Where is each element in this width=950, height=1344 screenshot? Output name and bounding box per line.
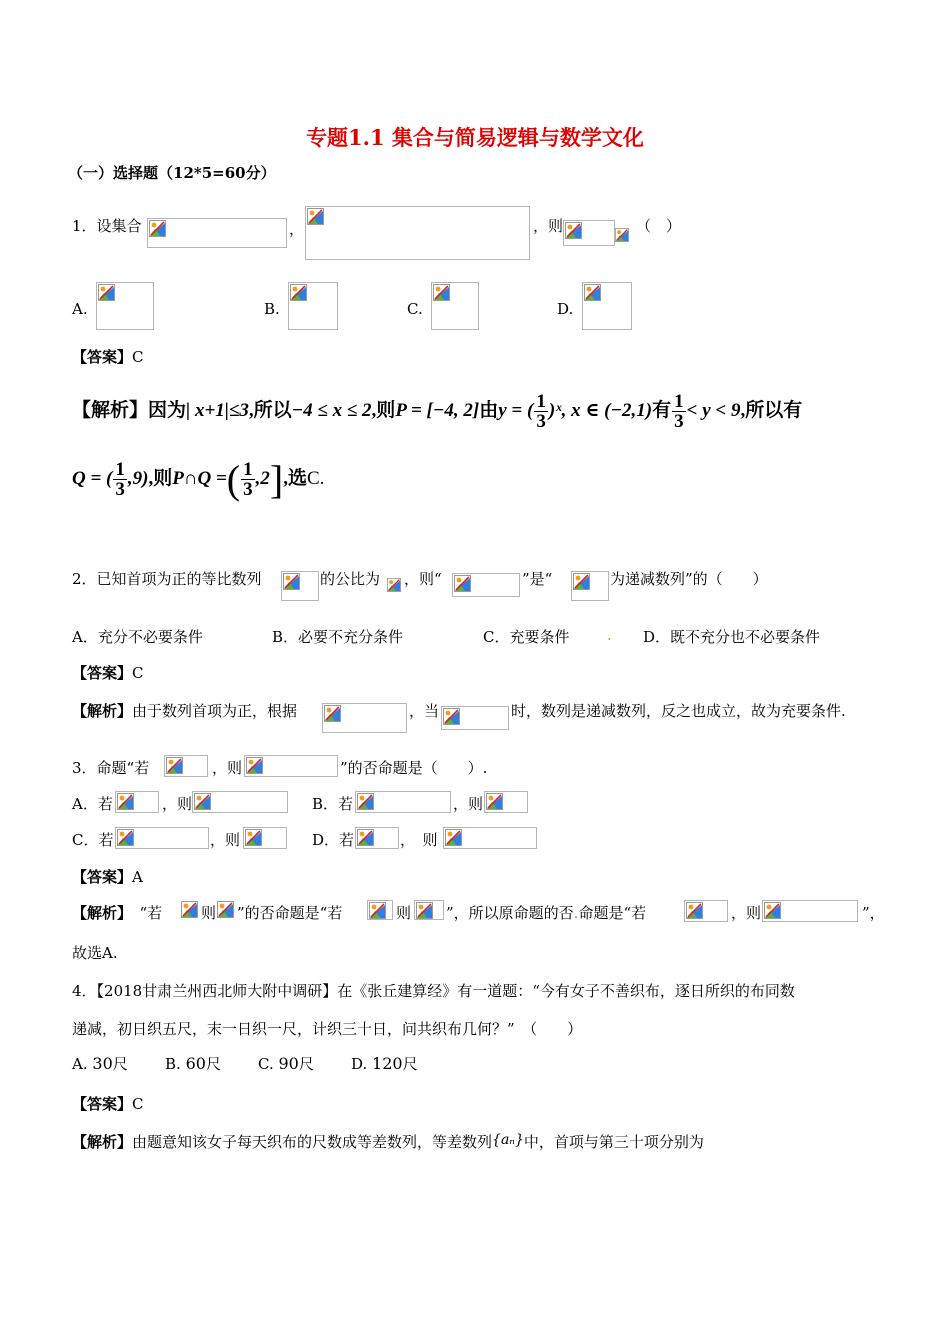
formula-image: [180, 900, 200, 920]
broken-image-icon: [324, 705, 341, 722]
formula-image: [571, 571, 609, 601]
q2-option-c: C．充要条件: [483, 628, 570, 646]
formula-image: [244, 755, 338, 777]
option-c-image: [431, 282, 479, 330]
formula-image: [452, 573, 520, 597]
q3-analysis-part: 则: [201, 904, 217, 922]
formula-image: [563, 220, 615, 246]
broken-image-icon: [445, 829, 462, 846]
broken-image-icon: [217, 901, 234, 918]
formula-image: [615, 228, 630, 243]
formula-image: [441, 706, 509, 730]
formula-image: [762, 900, 858, 922]
q3-option-c-then: ，则: [210, 831, 241, 849]
q2-analysis-part: ，当: [409, 702, 440, 720]
q1-analysis-line2: Q = ( $\frac{1}{3}$ ,9),则P∩Q =( $\frac{1}{3}$ ,2],选C.: [72, 457, 325, 502]
q4-option-a: A. 30尺: [72, 1054, 128, 1073]
formula-image: [484, 791, 528, 813]
formula-image: [367, 900, 393, 920]
formula-image: [243, 827, 287, 849]
formula-image: [216, 900, 236, 920]
q1-stem: 1．设集合: [72, 217, 142, 235]
broken-image-icon: [433, 284, 450, 301]
q1-then: ，则: [533, 217, 564, 235]
broken-image-icon: [416, 902, 433, 919]
q4-answer: 【答案】C: [72, 1095, 144, 1113]
broken-image-icon: [194, 793, 211, 810]
q1-analysis-line1: 【解析】因为| x+1|≤3,所以−4 ≤ x ≤ 2,则P = [−4, 2]由y = ( $\frac{1}{3}$ )ˣ, x ∈ (−2,1)有 $\frac{1}{3}$ < y < 9,所以有: [72, 391, 803, 432]
q3-option-a: A．若: [72, 795, 113, 813]
formula-image: [115, 791, 159, 813]
q3-analysis-part: ，则: [731, 904, 762, 922]
page-title: 专题1.1 集合与简易逻辑与数学文化: [306, 125, 644, 150]
q2-answer: 【答案】C: [72, 664, 144, 682]
q1-comma: ，: [289, 220, 305, 238]
broken-image-icon: [565, 222, 582, 239]
broken-image-icon: [246, 757, 263, 774]
q2-analysis-part: 时，数列是递减数列，反之也成立，故为充要条件.: [511, 702, 846, 720]
broken-image-icon: [117, 829, 134, 846]
broken-image-icon: [98, 284, 115, 301]
q2-option-b: B．必要不充分条件: [272, 628, 404, 646]
broken-image-icon: [486, 793, 503, 810]
q4-option-d: D. 120尺: [351, 1054, 418, 1073]
q1-option-a-label: A.: [72, 300, 88, 318]
q2-stem-part: 2．已知首项为正的等比数列: [72, 570, 262, 588]
option-b-image: [288, 282, 338, 330]
formula-image: [355, 827, 399, 849]
broken-image-icon: [686, 902, 703, 919]
q4-stem-line1: 4．【2018甘肃兰州西北师大附中调研】在《张丘建算经》有一道题：“今有女子不善织布，逐日所织的布同数: [72, 982, 795, 1000]
broken-image-icon: [387, 578, 401, 592]
broken-image-icon: [615, 228, 629, 242]
q3-option-a-then: ，则: [162, 795, 193, 813]
broken-image-icon: [290, 284, 307, 301]
formula-image: [305, 206, 530, 260]
formula-image: [115, 827, 209, 849]
broken-image-icon: [149, 220, 166, 237]
q1-option-b-label: B.: [264, 300, 280, 318]
q3-stem-part: 3．命题“若: [72, 759, 150, 777]
q3-analysis-part: 则: [396, 904, 412, 922]
q2-stem-part: ，则“: [404, 570, 442, 588]
q1-option-d-label: D.: [557, 300, 574, 318]
formula-image: [684, 900, 728, 922]
q1-option-c-label: C.: [407, 300, 423, 318]
formula-image: [192, 791, 288, 813]
q3-analysis-part: ”的否命题是“若: [237, 904, 343, 922]
q2-stem-part: 的公比为: [320, 570, 381, 588]
section-heading: （一）选择题（12*5=60分）: [68, 164, 276, 182]
formula-image: [443, 827, 537, 849]
q3-answer: 【答案】A: [72, 868, 143, 886]
q3-stem-part: ，则: [212, 759, 243, 777]
q3-option-c: C．若: [72, 831, 114, 849]
broken-image-icon: [117, 793, 134, 810]
formula-image: [355, 791, 451, 813]
broken-image-icon: [584, 284, 601, 301]
broken-image-icon: [573, 573, 590, 590]
option-d-image: [582, 282, 632, 330]
q4-analysis: 【解析】由题意知该女子每天织布的尺数成等差数列，等差数列{aₙ}中，首项与第三十项分别为: [72, 1132, 704, 1151]
formula-image: [164, 755, 208, 777]
broken-image-icon: [283, 573, 300, 590]
stray-dot: .: [607, 626, 612, 644]
formula-image: [322, 703, 407, 733]
q3-analysis-part: ”，所以原命题的否.命题是“若: [446, 904, 647, 922]
formula-image: [147, 218, 287, 248]
q1-answer: 【答案】C: [72, 348, 144, 366]
q4-option-c: C. 90尺: [258, 1054, 314, 1073]
formula-image: [281, 571, 319, 601]
broken-image-icon: [166, 757, 183, 774]
broken-image-icon: [245, 829, 262, 846]
q4-option-b: B. 60尺: [165, 1054, 221, 1073]
q3-option-d: D．若: [312, 831, 355, 849]
broken-image-icon: [454, 575, 471, 592]
q3-analysis-part: ”，: [862, 904, 885, 922]
q3-option-d-then: ， 则: [400, 831, 438, 849]
q2-option-a: A．充分不必要条件: [72, 628, 203, 646]
broken-image-icon: [764, 902, 781, 919]
q3-option-b-then: ，则: [453, 795, 484, 813]
q2-stem-part: ”是“: [522, 570, 553, 588]
broken-image-icon: [181, 901, 198, 918]
broken-image-icon: [443, 708, 460, 725]
formula-image: [387, 578, 402, 596]
broken-image-icon: [307, 208, 324, 225]
q2-stem-part: 为递减数列”的（ ）: [610, 570, 768, 588]
option-a-image: [96, 282, 154, 330]
q3-analysis-conclusion: 故选A.: [72, 944, 118, 962]
q4-stem-line2: 递减，初日织五尺，末一日织一尺，计织三十日，问共织布几何？” （ ）: [72, 1020, 583, 1038]
q3-option-b: B．若: [312, 795, 354, 813]
broken-image-icon: [369, 902, 386, 919]
q3-analysis: 【解析】 “若: [72, 904, 163, 922]
broken-image-icon: [357, 793, 374, 810]
broken-image-icon: [357, 829, 374, 846]
formula-image: [414, 900, 444, 920]
q2-analysis: 【解析】由于数列首项为正，根据: [72, 702, 298, 720]
q1-paren: （ ）: [636, 217, 682, 235]
q2-option-d: D．既不充分也不必要条件: [643, 628, 821, 646]
q3-stem-part: ”的否命题是（ ）.: [340, 759, 488, 777]
